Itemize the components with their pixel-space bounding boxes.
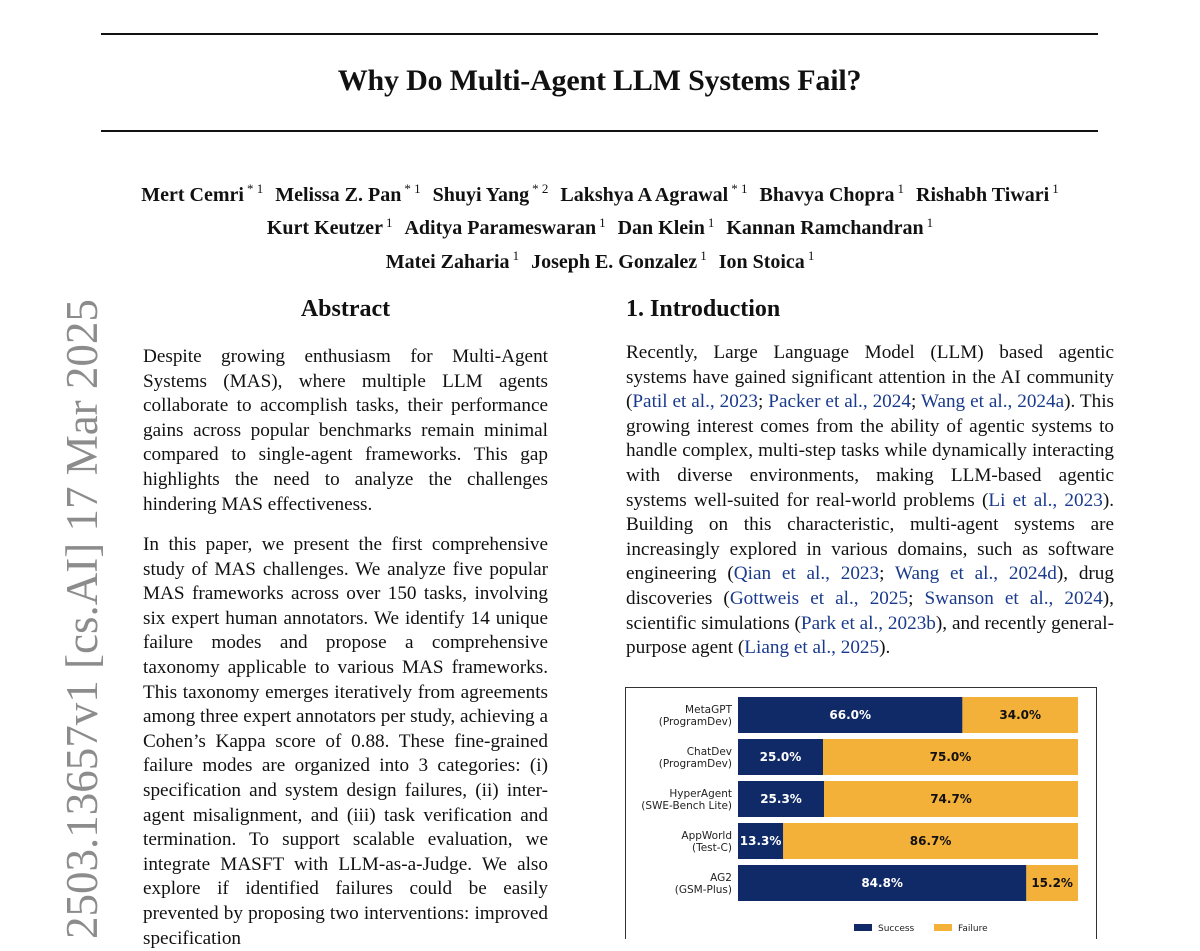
intro-text: ). Building on this characteristic, multi-agent systems are increasingly explored in various domains, such as software engineering ( — [626, 489, 1114, 585]
author-affiliation-mark: 1 — [707, 214, 715, 230]
author-affiliation-mark: 1 — [897, 181, 905, 196]
author-name: Mert Cemri $^{* 1}$ — [141, 181, 264, 206]
intro-text: ; — [879, 563, 895, 585]
intro-text: ; — [910, 391, 921, 413]
author-line — [80, 242, 1120, 276]
introduction-paragraph — [626, 341, 1114, 661]
intro-text: ), and recently general-purpose agent ( — [626, 612, 1114, 659]
title-rule-top — [101, 33, 1098, 35]
data-label: 25.3% — [760, 792, 802, 806]
citation-link[interactable]: Qian et al., 2023 — [733, 563, 880, 585]
author-line — [80, 209, 1120, 243]
legend-label: Success — [878, 924, 915, 934]
author-name: Lakshya A Agrawal $^{* 1}$ — [560, 181, 748, 206]
author-name: Melissa Z. Pan $^{* 1}$ — [275, 181, 421, 206]
category-label-line: AppWorld — [681, 830, 732, 842]
category-label-line: AG2 — [710, 872, 732, 884]
category-label-line: (Test-C) — [692, 842, 732, 854]
legend-label: Failure — [958, 924, 988, 934]
category-label-line: (GSM-Plus) — [674, 884, 732, 896]
chart-svg — [626, 688, 1096, 940]
citation-link[interactable]: Li et al., 2023 — [988, 489, 1103, 511]
intro-text: ), drug discoveries ( — [626, 563, 1114, 609]
data-label: 13.3% — [739, 834, 782, 848]
author-name: Joseph E. Gonzalez $^1$ — [531, 248, 707, 273]
citation-link[interactable]: Liang et al., 2025 — [744, 637, 880, 659]
data-label: 34.0% — [999, 708, 1042, 722]
category-label — [641, 788, 732, 812]
data-label: 84.8% — [861, 876, 903, 890]
citation-link[interactable]: Swanson et al., 2024 — [924, 587, 1103, 609]
author-affiliation-mark: 1 — [926, 214, 934, 230]
author-affiliation-mark: * 1 — [246, 181, 264, 196]
author-name: Rishabh Tiwari $^1$ — [916, 181, 1059, 206]
category-label-line: (SWE-Bench Lite) — [641, 800, 732, 812]
data-label: 25.0% — [759, 750, 802, 764]
citation-link[interactable]: Wang et al., 2024a — [920, 391, 1065, 413]
author-name: Bhavya Chopra $^1$ — [759, 181, 905, 206]
author-name: Aditya Parameswaran $^1$ — [404, 214, 606, 240]
category-label — [659, 746, 732, 770]
author-name: Kannan Ramchandran $^1$ — [726, 214, 934, 240]
success-failure-chart — [625, 687, 1097, 939]
data-label: 66.0% — [829, 708, 872, 722]
author-affiliation-mark: * 1 — [404, 181, 421, 196]
author-affiliation-mark: 1 — [700, 248, 707, 264]
author-name: Ion Stoica $^1$ — [718, 248, 815, 273]
citation-link[interactable]: Gottweis et al., 2025 — [729, 587, 909, 609]
author-name: Shuyi Yang $^{* 2}$ — [432, 181, 549, 206]
intro-text: ), scientific simulations ( — [626, 587, 1114, 634]
author-affiliation-mark: * 1 — [731, 181, 748, 196]
legend-swatch-success — [854, 924, 872, 931]
data-label: 74.7% — [930, 792, 972, 806]
intro-text: ; — [908, 587, 925, 609]
author-affiliation-mark: 1 — [807, 248, 815, 264]
citation-link[interactable]: Patil et al., 2023 — [632, 391, 759, 413]
author-affiliation-mark: 1 — [385, 214, 393, 230]
category-label-line: MetaGPT — [685, 704, 732, 716]
category-label — [675, 872, 732, 896]
author-name: Kurt Keutzer $^1$ — [266, 214, 393, 240]
data-label: 75.0% — [929, 750, 972, 764]
legend-swatch-failure — [934, 924, 952, 931]
category-label-line: (ProgramDev) — [658, 716, 732, 728]
category-label — [681, 830, 732, 854]
category-label — [659, 704, 733, 728]
category-label-line: (ProgramDev) — [658, 758, 732, 770]
intro-text: Recently, Large Language Model (LLM) based agentic systems have gained significant attention in the AI community ( — [626, 342, 1114, 413]
title-rule-bottom — [101, 130, 1098, 132]
abstract-heading: Abstract — [300, 296, 391, 322]
paper-title: Why Do Multi-Agent LLM Systems Fail? — [337, 64, 862, 97]
category-label-line: ChatDev — [686, 746, 732, 758]
author-name: Dan Klein $^1$ — [617, 214, 715, 240]
abstract-paragraph-1: Despite growing enthusiasm for Multi-Agent Systems (MAS), where multiple LLM agents collaborate to accomplish tasks, their performance gains across popular benchmarks remain minimal compared to single-agent frameworks. This gap highlights the need to analyze the challenges hindering MAS effectiveness. — [143, 346, 548, 515]
arxiv-identifier: 2503.13657v1 [cs.AI] 17 Mar 2025 — [57, 299, 107, 939]
author-name: Matei Zaharia $^1$ — [385, 248, 520, 273]
intro-text: ). This growing interest comes from the ability of agentic systems to handle complex, multi-step tasks while dynamically interacting with diverse environments, making LLM-based agentic systems well-suited for real-world problems ( — [626, 391, 1115, 511]
data-label: 86.7% — [909, 834, 952, 848]
author-affiliation-mark: 1 — [512, 248, 520, 264]
author-affiliation-mark: 1 — [1052, 181, 1059, 196]
citation-link[interactable]: Park et al., 2023b — [800, 612, 936, 634]
intro-text: ). — [879, 637, 891, 659]
citation-link[interactable]: Wang et al., 2024d — [894, 563, 1057, 585]
data-label: 15.2% — [1031, 876, 1073, 890]
author-list — [80, 175, 1120, 276]
author-affiliation-mark: * 2 — [532, 181, 549, 196]
author-line — [80, 175, 1120, 209]
abstract-paragraph-2: In this paper, we present the first comprehensive study of MAS challenges. We analyze five popular MAS frameworks across over 150 tasks, involving six expert human annotators. We identify 14 unique failure modes and propose a comprehensive taxonomy applicable to various MAS frameworks. This taxonomy emerges iteratively from agreements among three expert annotators per study, achieving a Cohen’s Kappa score of 0.88. These fine-grained failure modes are organized into 3 categories: (i) specification and system design failures, (ii) inter-agent misalignment, and (iii) task verification and termination. To support scalable evaluation, we integrate MASFT with LLM-as-a-Judge. We also explore if identified failures could be easily prevented by proposing two interventions: improved specification — [143, 534, 548, 949]
introduction-heading: 1. Introduction — [626, 296, 781, 322]
category-label-line: HyperAgent — [669, 788, 732, 800]
intro-text: ; — [758, 391, 769, 413]
citation-link[interactable]: Packer et al., 2024 — [768, 391, 911, 413]
author-affiliation-mark: 1 — [599, 214, 606, 230]
